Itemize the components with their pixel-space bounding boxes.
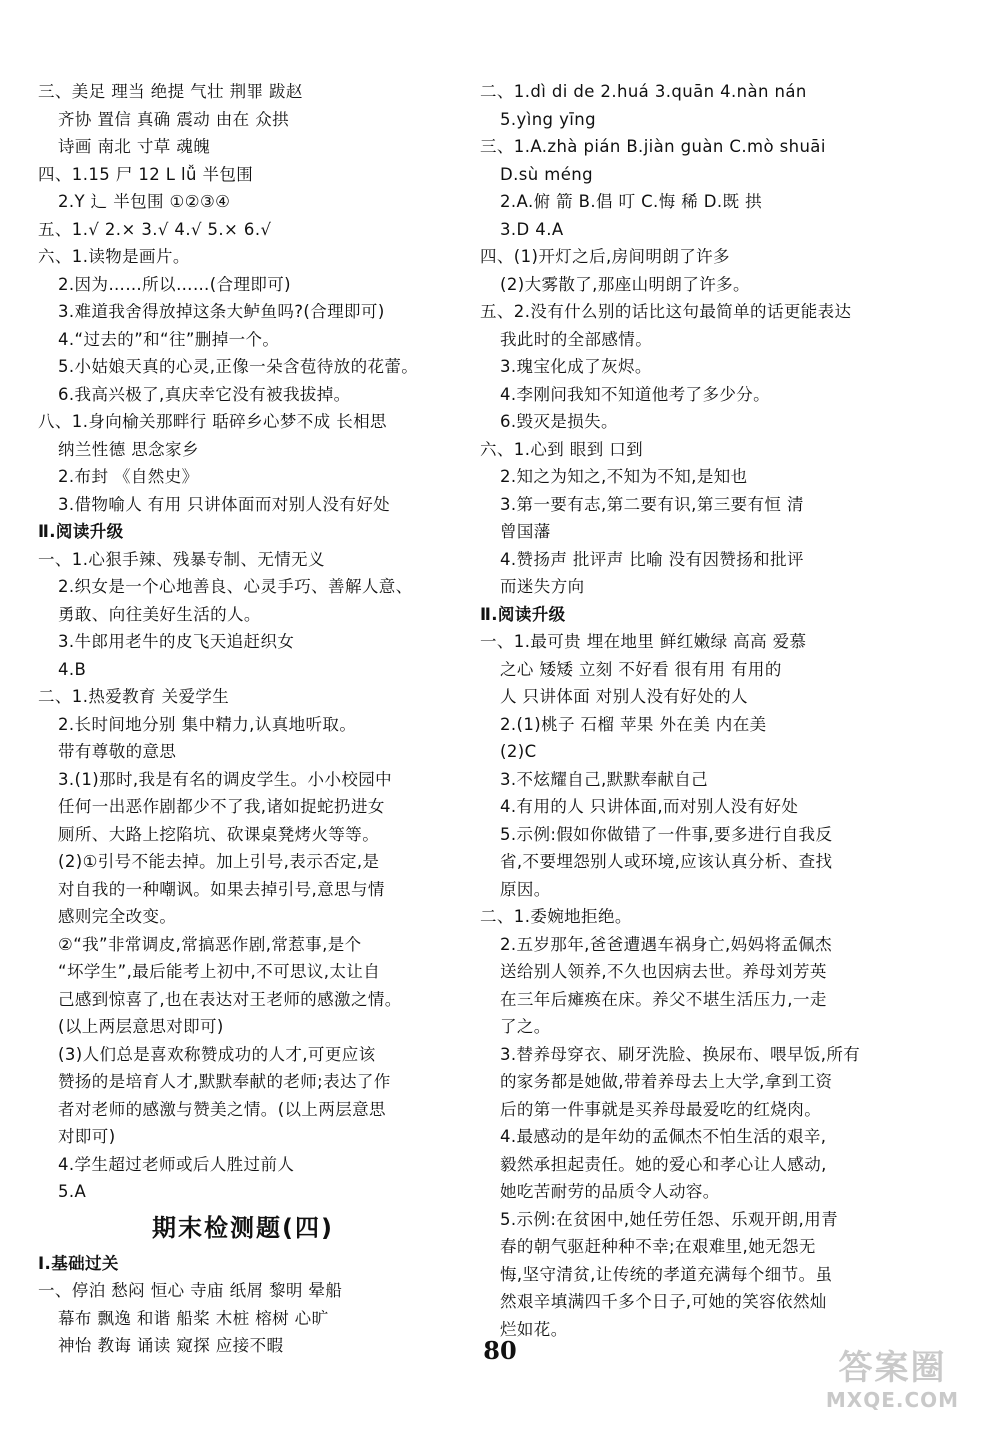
answer-line: 神怡 教诲 诵读 窥探 应接不暇 <box>58 1336 284 1355</box>
answer-line: 悔,坚守清贫,让传统的孝道充满每个细节。虽 <box>500 1264 833 1284</box>
answer-line: 4.最感动的是年幼的孟佩杰不怕生活的艰辛, <box>500 1127 827 1146</box>
right-column <box>480 78 930 1343</box>
answer-line: 五、2.没有什么别的话比这句最简单的话更能表达 <box>480 302 852 321</box>
answer-line: 3.替养母穿衣、刷牙洗脸、换尿布、喂早饭,所有 <box>500 1044 861 1064</box>
answer-line: 2.长时间地分别 集中精力,认真地听取。 <box>58 714 357 734</box>
answer-line: (2)C <box>500 742 537 761</box>
left-column <box>38 78 488 1360</box>
answer-line: 之心 矮矮 立刻 不好看 很有用 有用的 <box>500 659 782 679</box>
answer-line: 二、1.dì di de 2.huá 3.quān 4.nàn nán <box>480 82 807 101</box>
answer-line: (3)人们总是喜欢称赞成功的人才,可更应该 <box>58 1044 376 1064</box>
answer-line: 勇敢、向往美好生活的人。 <box>58 604 261 624</box>
section-heading: Ⅱ.阅读升级 <box>480 604 566 624</box>
answer-line: 毅然承担起责任。她的爱心和孝心让人感动, <box>500 1154 827 1174</box>
answer-line: 2.知之为知之,不知为不知,是知也 <box>500 467 748 486</box>
answer-line: 3.难道我舍得放掉这条大鲈鱼吗?(合理即可) <box>58 302 385 321</box>
section-heading: Ⅱ.阅读升级 <box>38 522 124 541</box>
answer-line: 者对老师的感激与赞美之情。(以上两层意思 <box>58 1099 386 1119</box>
answer-line: 感则完全改变。 <box>58 907 177 926</box>
answer-line: 齐协 置信 真确 震动 由在 众拱 <box>58 109 290 129</box>
answer-line: 省,不要埋怨别人或环境,应该认真分析、查找 <box>500 852 833 871</box>
answer-line: 原因。 <box>500 879 551 899</box>
answer-line: 5.A <box>58 1182 87 1201</box>
answer-line: 3.牛郎用老牛的皮飞天追赶织女 <box>58 632 295 651</box>
answer-line: 在三年后瘫痪在床。养父不堪生活压力,一走 <box>500 989 827 1009</box>
answer-line: 2.布封 《自然史》 <box>58 467 199 486</box>
answer-line: 5.示例:假如你做错了一件事,要多进行自我反 <box>500 824 833 844</box>
answer-line: 一、停泊 愁闷 恒心 寺庙 纸屑 黎明 晕船 <box>38 1281 343 1300</box>
answer-line: 5.小姑娘天真的心灵,正像一朵含苞待放的花蕾。 <box>58 357 419 376</box>
answer-line: 3.不炫耀自己,默默奉献自己 <box>500 769 709 789</box>
answer-line: 3.(1)那时,我是有名的调皮学生。小小校园中 <box>58 769 393 789</box>
answer-line: 对自我的一种嘲讽。如果去掉引号,意思与情 <box>58 879 385 899</box>
answer-line: 4.B <box>58 659 87 679</box>
answer-line: 而迷失方向 <box>500 577 585 596</box>
section-heading: Ⅰ.基础过关 <box>38 1253 119 1273</box>
answer-line: 一、1.最可贵 埋在地里 鲜红嫩绿 高高 爱慕 <box>480 632 807 651</box>
answer-line: 4.李刚问我知不知道他考了多少分。 <box>500 384 771 404</box>
watermark-text: 答案圈 <box>838 1348 947 1388</box>
answer-line: 了之。 <box>500 1017 551 1036</box>
answer-line: 4.学生超过老师或后人胜过前人 <box>58 1154 295 1174</box>
answer-line: 二、1.热爱教育 关爱学生 <box>38 687 230 706</box>
answer-line: 春的朝气驱赶种种不幸;在艰难里,她无怨无 <box>500 1237 816 1256</box>
answer-line: 6.我高兴极了,真庆幸它没有被我拔掉。 <box>58 384 351 404</box>
answer-line: ②“我”非常调皮,常搞恶作剧,常惹事,是个 <box>58 934 362 954</box>
answer-line: D.sù méng <box>500 164 594 184</box>
answer-line: 送给别人领养,不久也因病去世。养母刘芳英 <box>500 962 827 981</box>
answer-line: 5.示例:在贫困中,她任劳任怨、乐观开朗,用青 <box>500 1209 838 1229</box>
answer-line: 4.有用的人 只讲体面,而对别人没有好处 <box>500 797 799 816</box>
answer-line: 然艰辛填满四千多个日子,可她的笑容依然灿 <box>500 1292 827 1311</box>
answer-line: (以上两层意思对即可) <box>58 1017 224 1036</box>
answer-line: 我此时的全部感情。 <box>500 329 653 349</box>
answer-line: 对即可) <box>58 1127 116 1146</box>
answer-line: 2.因为……所以……(合理即可) <box>58 274 292 294</box>
answer-line: 人 只讲体面 对别人没有好处的人 <box>500 687 748 706</box>
exam-title: 期末检测题(四) <box>152 1213 334 1242</box>
answer-line: 六、1.读物是画片。 <box>38 247 190 266</box>
answer-line: 的家务都是她做,带着养母去上大学,拿到工资 <box>500 1072 833 1091</box>
answer-line: 2.A.俯 箭 B.倡 叮 C.悔 稀 D.既 拱 <box>500 192 762 211</box>
answer-line: “坏学生”,最后能考上初中,不可思议,太让自 <box>58 962 381 981</box>
answer-line: 2.五岁那年,爸爸遭遇车祸身亡,妈妈将孟佩杰 <box>500 934 833 954</box>
answer-line: 2.Y 辶 半包围 ①②③④ <box>58 192 231 211</box>
answer-line: 4.赞扬声 批评声 比喻 没有因赞扬和批评 <box>500 549 804 569</box>
answer-line: 八、1.身向榆关那畔行 聒碎乡心梦不成 长相思 <box>38 412 387 431</box>
answer-line: 诗画 南北 寸草 魂魄 <box>58 137 211 156</box>
answer-line: 3.瑰宝化成了灰烬。 <box>500 357 652 376</box>
answer-line: 己感到惊喜了,也在表达对王老师的感激之情。 <box>58 989 402 1009</box>
answer-line: 4.“过去的”和“往”删掉一个。 <box>58 329 280 349</box>
answer-line: 3.借物喻人 有用 只讲体面而对别人没有好处 <box>58 494 391 514</box>
answer-line: 厕所、大路上挖陷坑、砍课桌凳烤火等等。 <box>58 824 380 844</box>
answer-line: 三、1.A.zhà pián B.jiàn guàn C.mò shuāi <box>480 137 826 156</box>
answer-line: 5.yìng yīng <box>500 109 596 129</box>
answer-line: 三、美足 理当 绝提 气壮 荆罪 跋赵 <box>38 82 303 101</box>
answer-line: 带有尊敬的意思 <box>58 742 177 761</box>
answer-line: 四、(1)开灯之后,房间明朗了许多 <box>480 247 730 266</box>
watermark-url: MXQE.COM <box>825 1388 960 1412</box>
answer-line: 四、1.15 尸 12 L lǚ 半包围 <box>38 164 254 184</box>
answer-line: 烂如花。 <box>500 1319 568 1339</box>
answer-line: 一、1.心狠手辣、残暴专制、无情无义 <box>38 549 325 569</box>
answer-line: 曾国藩 <box>500 522 551 541</box>
answer-line: 后的第一件事就是买养母最爱吃的红烧肉。 <box>500 1099 822 1119</box>
page-number: 80 <box>483 1336 517 1365</box>
answer-line: 幕布 飘逸 和谐 船桨 木桩 榕树 心旷 <box>58 1308 329 1328</box>
answer-line: 2.织女是一个心地善良、心灵手巧、善解人意、 <box>58 577 413 596</box>
answer-line: (2)大雾散了,那座山明朗了许多。 <box>500 274 750 294</box>
answer-line: 纳兰性德 思念家乡 <box>58 439 199 459</box>
answer-line: 3.D 4.A <box>500 219 564 239</box>
watermark-logo <box>800 1348 985 1418</box>
answer-line: 6.毁灭是损失。 <box>500 412 618 431</box>
answer-line: 2.(1)桃子 石榴 苹果 外在美 内在美 <box>500 714 767 734</box>
answer-line: (2)①引号不能去掉。加上引号,表示否定,是 <box>58 852 380 871</box>
answer-line: 六、1.心到 眼到 口到 <box>480 439 644 459</box>
answer-line: 3.第一要有志,第二要有识,第三要有恒 清 <box>500 494 804 514</box>
answer-line: 赞扬的是培育人才,默默奉献的老师;表达了作 <box>58 1072 391 1091</box>
answer-line: 二、1.委婉地拒绝。 <box>480 907 632 926</box>
answer-line: 她吃苦耐劳的品质令人动容。 <box>500 1182 720 1201</box>
answer-line: 任何一出恶作剧都少不了我,诸如捉蛇扔进女 <box>58 797 385 816</box>
answer-line: 五、1.√ 2.× 3.√ 4.√ 5.× 6.√ <box>38 219 272 239</box>
